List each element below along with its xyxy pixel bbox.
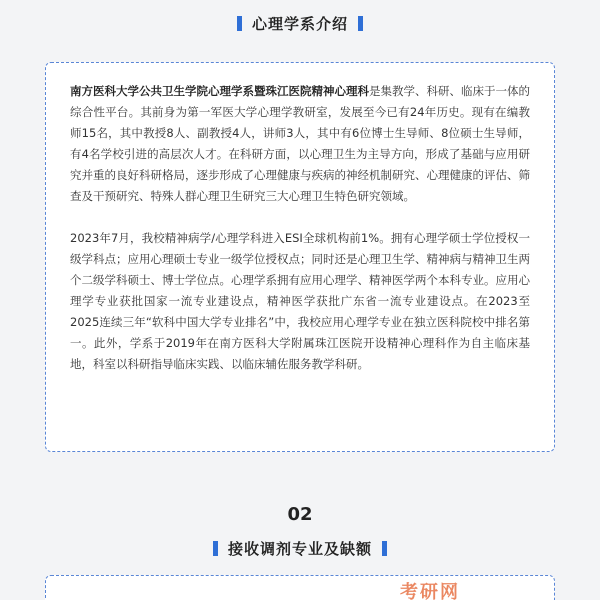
- intro-card: [45, 62, 555, 452]
- title-bar-right: [358, 16, 363, 31]
- intro-bold-lead: 南方医科大学公共卫生学院心理学系暨珠江医院精神心理科: [70, 84, 369, 98]
- intro-paragraph-1: [70, 81, 530, 207]
- title-bar-left: [237, 16, 242, 31]
- section-header-adjustment: [0, 537, 600, 559]
- intro-paragraph-1-text: 是集教学、科研、临床于一体的综合性平台。其前身为第一军医大学心理学教研室，发展至今已有24年历史。现有在编教师15名，其中教授8人、副教授4人，讲师3人，其中有6位博士生导师、8位硕士生导师，有4名学校引进的高层次人才。在科研方面，以心理卫生为主导方向，形成了基础与应用研究并重的良好科研格局，逐步形成了心理健康与疾病的神经机制研究、心理健康的评估、筛查及干预研究、特殊人群心理卫生研究三大心理卫生特色研究领域。: [70, 84, 530, 203]
- section-title: 接收调剂专业及缺额: [227, 539, 372, 558]
- section-title: 心理学系介绍: [251, 14, 348, 33]
- section-number: 02: [287, 504, 313, 525]
- title-bar-left: [213, 541, 218, 556]
- adjustment-card: [45, 575, 555, 600]
- intro-paragraph-2: 2023年7月，我校精神病学/心理学科进入ESI全球机构前1%。拥有心理学硕士学位授权一级学科点；应用心理硕士专业一级学位授权点；同时还是心理卫生学、精神病与精神卫生两个二级学科硕士、博士学位点。心理学系拥有应用心理学、精神医学两个本科专业。应用心理学专业获批国家一流专业建设点，精神医学获批广东省一流专业建设点。在2023至2025连续三年“软科中国大学专业排名”中，我校应用心理学专业在独立医科院校中排名第一。此外，学系于2019年在南方医科大学附属珠江医院开设精神心理科作为自主临床基地，科室以科研指导临床实践、以临床辅佐服务教学科研。: [70, 231, 530, 371]
- title-bar-right: [382, 541, 387, 556]
- watermark: 考研网: [400, 582, 460, 600]
- section-header-intro: [0, 12, 600, 34]
